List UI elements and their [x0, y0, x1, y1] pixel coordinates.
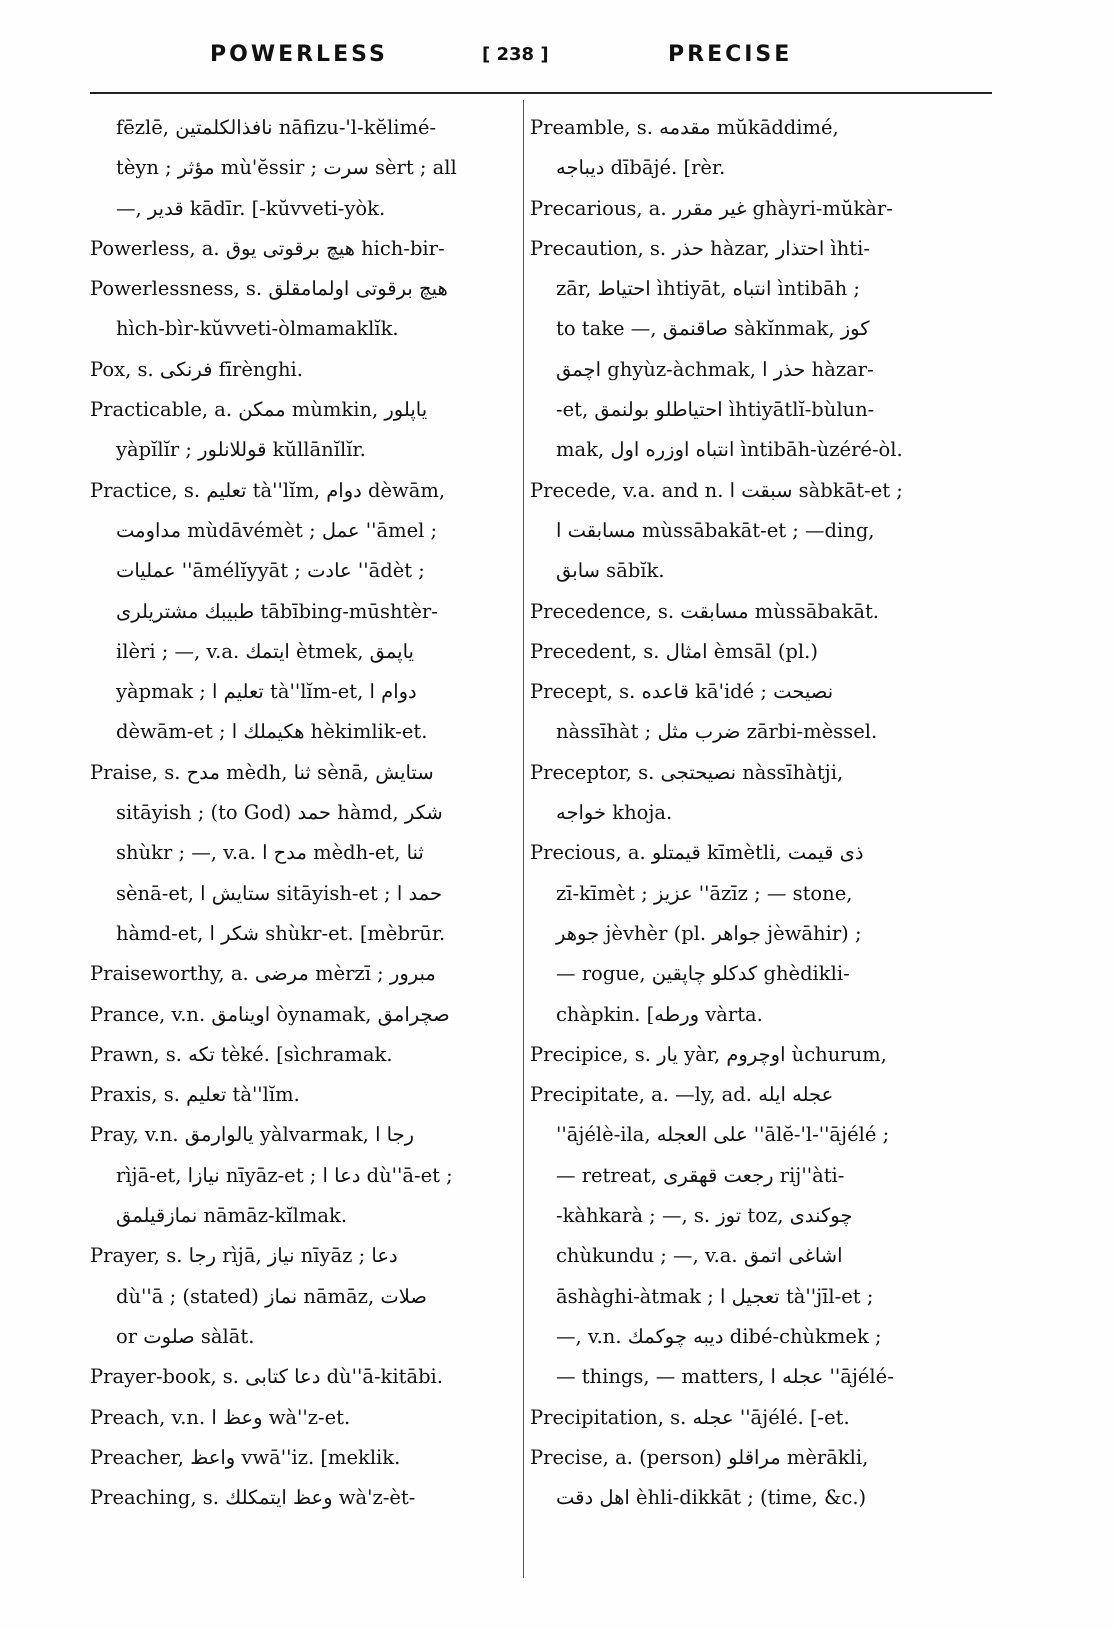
entry-line: yàpĭlĭr ; قوللانلور kŭllānĭlĭr. — [116, 438, 366, 462]
entry-line: — retreat, رجعت قهقرى rij''àti- — [556, 1163, 845, 1187]
entry-line: Preceptor, s. نصيحتجى nàssīhàtji, — [530, 760, 844, 784]
page-header — [90, 42, 980, 82]
entry-line: Praxis, s. تعليم tà''lĭm. — [90, 1083, 300, 1107]
right-column — [530, 108, 970, 1518]
entry-line: Precaution, s. حذر hàzar, احتذار ìhti- — [530, 236, 870, 260]
entry-line: Precipitate, a. —ly, ad. عجله ايله — [530, 1083, 834, 1107]
entry-line: Preaching, s. وعظ ايتمكلك wà'z-èt- — [90, 1486, 416, 1510]
entry-line: Preach, v.n. وعظ ا wà''z-et. — [90, 1405, 351, 1429]
entry-line: ''ājélè-ila, على العجله ''ālĕ-'l-''ājélé ; — [556, 1123, 890, 1147]
header-right-word: PRECISE — [668, 42, 793, 67]
entry-line: or صلوت sàlāt. — [116, 1324, 255, 1348]
entry-line: Precede, v.a. and n. سبقت ا sàbkāt-et ; — [530, 478, 903, 502]
entry-line: chùkundu ; —, v.a. اشاغى اتمق — [556, 1244, 843, 1268]
entry-line: Precious, a. قيمتلو kīmètli, ذى قيمت — [530, 841, 864, 865]
entry-line: rìjā-et, نيازا nīyāz-et ; دعا ا dù''ā-et ; — [116, 1163, 453, 1187]
header-rule — [90, 92, 992, 94]
entry-line: سابق sābĭk. — [556, 559, 665, 583]
entry-line: Precipitation, s. عجله ''ājélé. [-et. — [530, 1405, 850, 1429]
entry-line: طبيبك مشتريلرى tābībing-mūshtèr- — [116, 599, 438, 623]
entry-line: Powerless, a. هيچ برقوتى يوق hich-bir- — [90, 236, 445, 260]
entry-line: yàpmak ; تعليم ا tà''lĭm-et, دوام ا — [116, 680, 417, 704]
entry-line: mak, انتباه اوزره اول ìntibāh-ùzéré-òl. — [556, 438, 903, 462]
page-number: [ 238 ] — [482, 44, 549, 65]
entry-line: Pox, s. فرنكى fīrènghi. — [90, 357, 303, 381]
header-left-word: POWERLESS — [210, 42, 388, 67]
column-divider — [523, 100, 524, 1578]
left-column — [90, 108, 502, 1518]
entry-line: -et, احتياطلو بولنمق ìhtiyātlĭ-bùlun- — [556, 398, 875, 422]
entry-line: Prayer, s. رجا rìjā, نياز nīyāz ; دعا — [90, 1244, 398, 1268]
entry-line: chàpkin. [ورطه vàrta. — [556, 1002, 763, 1026]
entry-line: اچمق ghyùz-àchmak, حذر ا hàzar- — [556, 357, 874, 381]
entry-line: خواجه khoja. — [556, 801, 673, 825]
entry-line: Precedence, s. مسابقت mùssābakāt. — [530, 599, 880, 623]
entry-line: hìch-bìr-kŭvveti-òlmamaklĭk. — [116, 317, 399, 341]
entry-line: Praise, s. مدح mèdh, ثنا sènā, ستايش — [90, 760, 434, 784]
entry-line: Preacher, واعظ vwā''iz. [meklik. — [90, 1445, 401, 1469]
entry-line: Practicable, a. ممكن mùmkin, ياپلور — [90, 398, 428, 422]
entry-line: Prayer-book, s. دعا كتابى dù''ā-kitābi. — [90, 1365, 443, 1389]
entry-line: اهل دقت èhli-dikkāt ; (time, &c.) — [556, 1486, 867, 1510]
entry-line: نمازقيلمق nāmāz-kĭlmak. — [116, 1204, 348, 1228]
entry-line: ilèri ; —, v.a. ايتمك ètmek, ياپمق — [116, 639, 414, 663]
entry-line: dèwām-et ; هكيملك ا hèkimlik-et. — [116, 720, 428, 744]
entry-line: tèyn ; مؤثر mù'ĕssir ; سرت sèrt ; all — [116, 156, 457, 180]
entry-line: —, قدير kādīr. [-kŭvveti-yòk. — [116, 196, 386, 220]
entry-line: Pray, v.n. يالوارمق yàlvarmak, رجا ا — [90, 1123, 415, 1147]
entry-line: Prance, v.n. اوينامق òynamak, صچرامق — [90, 1002, 450, 1026]
entry-line: dù''ā ; (stated) نماز nāmāz, صلات — [116, 1284, 427, 1308]
entry-line: عمليات ''āmélĭyyāt ; عادت ''ādèt ; — [116, 559, 425, 583]
entry-line: fēzlē, نافذالكلمتين nāfizu-'l-kĕlimé- — [116, 116, 437, 139]
entry-line: Precipice, s. يار yàr, اوچروم ùchurum, — [530, 1042, 887, 1066]
entry-line: Praiseworthy, a. مرضى mèrzī ; مبرور — [90, 962, 436, 986]
entry-line: — rogue, كدكلو چاپقين ghèdikli- — [556, 962, 850, 986]
entry-line: Powerlessness, s. هيچ برقوتى اولمامقلق — [90, 277, 448, 301]
entry-line: —, v.n. ديبه چوكمك dibé-chùkmek ; — [556, 1324, 882, 1348]
entry-line: shùkr ; —, v.a. مدح ا mèdh-et, ثنا — [116, 841, 424, 865]
entry-line: Prawn, s. تكه tèké. [sìchramak. — [90, 1042, 393, 1066]
entry-line: Precedent, s. امثال èmsāl (pl.) — [530, 639, 818, 663]
entry-line: Practice, s. تعليم tà''lĭm, دوام dèwām, — [90, 478, 446, 502]
entry-line: to take —, صاقنمق sàkĭnmak, كوز — [556, 317, 870, 341]
entry-line: Precarious, a. غير مقرر ghàyri-mŭkàr- — [530, 196, 893, 220]
entry-line: ديباجه dībājé. [rèr. — [556, 156, 726, 180]
entry-line: zār, احتياط ìhtiyāt, انتباه ìntibāh ; — [556, 277, 860, 301]
entry-line: sènā-et, ستايش ا sitāyish-et ; حمد ا — [116, 881, 443, 905]
entry-line: āshàghi-àtmak ; تعجيل ا tà''jīl-et ; — [556, 1284, 874, 1308]
entry-line: zī-kīmèt ; عزيز ''āzīz ; — stone, — [556, 881, 853, 905]
entry-line: Preamble, s. مقدمه mŭkāddimé, — [530, 116, 839, 139]
entry-line: جوهر jèvhèr (pl. جواهر jèwāhir) ; — [556, 921, 862, 945]
entry-line: nàssīhàt ; ضرب مثل zārbi-mèssel. — [556, 720, 878, 744]
entry-line: مسابقت ا mùssābakāt-et ; —ding, — [556, 518, 875, 542]
entry-line: -kàhkarà ; —, s. توز toz, چوكندى — [556, 1204, 853, 1228]
entry-line: Precept, s. قاعده kā'idé ; نصيحت — [530, 680, 834, 704]
entry-line: مداومت mùdāvémèt ; عمل ''āmel ; — [116, 518, 438, 542]
entry-line: Precise, a. (person) مراقلو mèrākli, — [530, 1445, 869, 1469]
entry-line: hàmd-et, شكر ا shùkr-et. [mèbrūr. — [116, 921, 446, 945]
entry-line: sitāyish ; (to God) حمد hàmd, شكر — [116, 801, 443, 825]
entry-line: — things, — matters, عجله ا ''ājélé- — [556, 1365, 894, 1389]
